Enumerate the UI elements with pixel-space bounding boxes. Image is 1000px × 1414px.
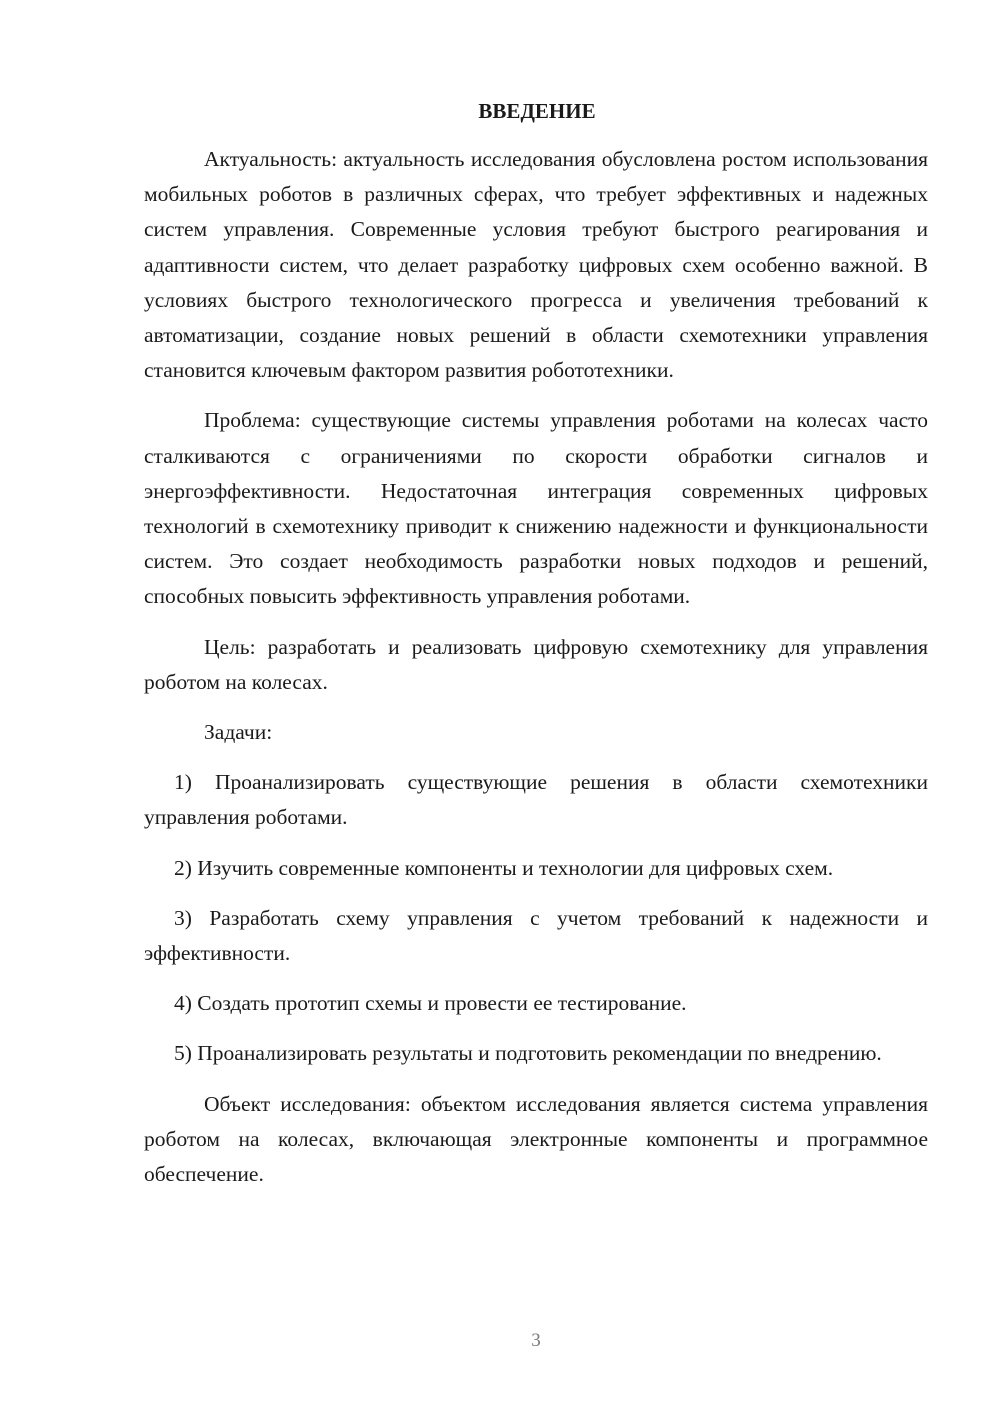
page-title: ВВЕДЕНИЕ — [478, 99, 596, 123]
paragraph-object: Объект исследования: объектом исследования является система управления роботом на колесах, включающая электронные компоненты и программное обеспечение. — [144, 1091, 928, 1187]
paragraph-problem: Проблема: существующие системы управления роботами на колесах часто сталкиваются с ограничениями по скорости обработки сигналов и энергоэффективности. Недостаточная интеграция современных цифровых технологий в схемотехнику приводит к снижению надежности и функциональности систем. Это создает необходимость разработки новых подходов и решений, способных повысить эффективность управления роботами. — [144, 408, 928, 609]
task-item-1: 1) Проанализировать существующие решения в области схемотехники управления роботами. — [144, 770, 928, 830]
paragraph-relevance: Актуальность: актуальность исследования обусловлена ростом использования мобильных роботов в различных сферах, что требует эффективных и надежных систем управления. Современные условия требуют быстрого реагирования и адаптивности систем, что делает разработку цифровых схем особенно важной. В условиях быстрого технологического прогресса и увеличения требований к автоматизации, создание новых решений в области схемотехники управления становится ключевым фактором развития робототехники. — [144, 147, 928, 383]
page-number: 3 — [531, 1330, 541, 1351]
task-item-5: 5) Проанализировать результаты и подготовить рекомендации по внедрению. — [174, 1041, 882, 1066]
task-item-2: 2) Изучить современные компоненты и технологии для цифровых схем. — [174, 855, 834, 880]
task-item-3: 3) Разработать схему управления с учетом требований к надежности и эффективности. — [144, 905, 928, 966]
paragraph-goal: Цель: разработать и реализовать цифровую схемотехнику для управления роботом на колесах. — [144, 634, 928, 694]
paragraph-tasks-heading: Задачи: — [204, 720, 273, 745]
document-page — [144, 94, 928, 1192]
task-item-4: 4) Создать прототип схемы и провести ее тестирование. — [174, 991, 687, 1016]
